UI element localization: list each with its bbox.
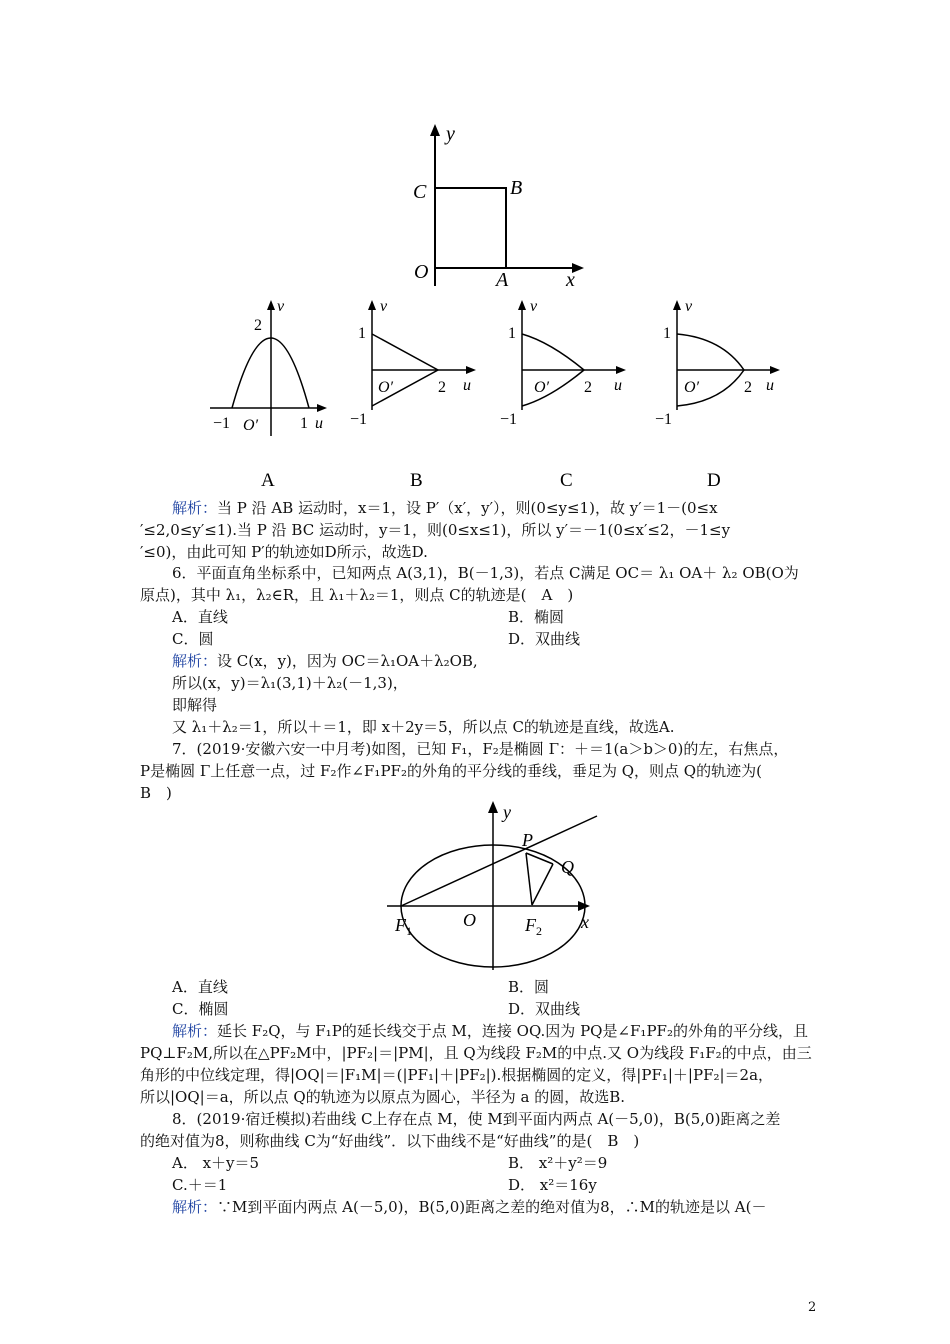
- q8-option-b: B． x²＋y²＝9: [508, 1154, 608, 1172]
- q8-analysis-line-1: 解析：∵M到平面内两点 A(－5,0)，B(5,0)距离之差的绝对值为8，∴M的轨迹是以 A(－: [172, 1198, 767, 1216]
- q6-stem-line-1: 6．平面直角坐标系中，已知两点 A(3,1)，B(－1,3)，若点 C满足 OC＝ λ₁ OA＋ λ₂ OB(O为: [172, 564, 799, 582]
- q7-analysis-line-2: PQ⊥F₂M,所以在△PF₂M中，|PF₂|＝|PM|，且 Q为线段 F₂M的中点.又 O为线段 F₁F₂的中点，由三: [140, 1044, 812, 1062]
- tick-left: −1: [213, 415, 231, 432]
- q7-option-b: B．圆: [508, 978, 550, 996]
- q7-stem-line-1: 7．(2019·安徽六安一中月考)如图，已知 F₁，F₂是椭圆 Γ：＋＝1(a＞b＞0)的左，右焦点，: [172, 740, 789, 758]
- origin: O′: [534, 379, 550, 396]
- square-figure: [400, 118, 590, 293]
- q7-option-d: D．双曲线: [508, 1000, 581, 1018]
- axis-v: v: [277, 298, 285, 315]
- option-graph-b: [350, 298, 485, 493]
- axis-u: u: [463, 377, 471, 394]
- label-Q: Q: [561, 857, 574, 877]
- option-graph-a: [205, 298, 335, 493]
- label-B: B: [510, 177, 523, 199]
- q5-analysis-line-1: 解析：当 P 沿 AB 运动时，x＝1，设 P′（x′，y′），则(0≤y≤1)，故 y′＝1－(0≤x: [172, 499, 718, 517]
- label-C: C: [413, 181, 427, 203]
- q8-stem-line-2: 的绝对值为8，则称曲线 C为“好曲线”．以下曲线不是“好曲线”的是( B ): [140, 1132, 640, 1150]
- axis-u: u: [766, 377, 774, 394]
- tick-right: 2: [584, 379, 592, 396]
- tick-right: 1: [300, 415, 308, 432]
- tick-top: 1: [508, 325, 516, 342]
- option-graph-c: [500, 298, 635, 493]
- q6-analysis-line-3: 即解得: [172, 696, 218, 714]
- page-number: 2: [808, 1300, 817, 1315]
- axis-v: v: [685, 298, 693, 315]
- label-A: A: [496, 269, 509, 291]
- origin: O′: [378, 379, 394, 396]
- q6-stem-line-2: 原点)，其中 λ₁，λ₂∈R，且 λ₁＋λ₂＝1，则点 C的轨迹是( A ): [140, 586, 574, 604]
- origin: O′: [684, 379, 700, 396]
- tick-top: 1: [358, 325, 366, 342]
- axis-u: u: [614, 377, 622, 394]
- q8-stem-line-1: 8．(2019·宿迁模拟)若曲线 C上存在点 M，使 M到平面内两点 A(－5,0)，B(5,0)距离之差: [172, 1110, 781, 1128]
- label-O: O: [463, 910, 476, 930]
- tick-bottom: −1: [350, 411, 368, 428]
- option-label: C: [560, 470, 573, 491]
- tick-right: 2: [744, 379, 752, 396]
- axis-v: v: [380, 298, 388, 315]
- q6-option-a: A．直线: [172, 608, 228, 626]
- label-P: P: [522, 830, 533, 850]
- label-F1: $F_1$: [395, 915, 412, 938]
- tick-top: 2: [254, 317, 262, 334]
- label-y: y: [446, 123, 455, 145]
- q7-analysis-line-4: 所以|OQ|＝a，所以点 Q的轨迹为以原点为圆心，半径为 a 的圆，故选B.: [140, 1088, 625, 1106]
- q8-option-a: A． x＋y＝5: [172, 1154, 260, 1172]
- option-graph-d: [652, 298, 787, 493]
- q6-analysis-line-2: 所以(x，y)＝λ₁(3,1)＋λ₂(－1,3)，: [172, 674, 408, 692]
- q7-analysis-line-1: 解析：延长 F₂Q，与 F₁P的延长线交于点 M，连接 OQ.因为 PQ是∠F₁PF₂的外角的平分线，且: [172, 1022, 808, 1040]
- option-label: B: [410, 470, 423, 491]
- label-x: x: [581, 912, 589, 932]
- q6-option-c: C．圆: [172, 630, 214, 648]
- option-label: A: [261, 470, 275, 491]
- q8-option-c: C.＋＝1: [172, 1176, 228, 1194]
- q7-stem-line-2: P是椭圆 Γ上任意一点，过 F₂作∠F₁PF₂的外角的平分线的垂线，垂足为 Q，则点 Q的轨迹为(: [140, 762, 762, 780]
- origin: O′: [243, 417, 259, 434]
- q7-analysis-line-3: 角形的中位线定理，得|OQ|＝|F₁M|＝(|PF₁|＋|PF₂|).根据椭圆的定义，得|PF₁|＋|PF₂|＝2a，: [140, 1066, 774, 1084]
- q7-option-a: A．直线: [172, 978, 228, 996]
- axis-u: u: [315, 415, 323, 432]
- axis-v: v: [530, 298, 538, 315]
- label-F2: $F_2$: [525, 915, 542, 938]
- q7-option-c: C．椭圆: [172, 1000, 229, 1018]
- q6-analysis-line-1: 解析：设 C(x，y)，因为 OC＝λ₁OA＋λ₂OB,: [172, 652, 478, 670]
- q6-option-b: B．椭圆: [508, 608, 565, 626]
- label-O: O: [414, 261, 429, 283]
- tick-right: 2: [438, 379, 446, 396]
- tick-top: 1: [663, 325, 671, 342]
- q5-analysis-line-3: ′≤0)，由此可知 P′的轨迹如D所示，故选D.: [140, 543, 428, 561]
- label-x: x: [566, 269, 575, 291]
- label-y: y: [503, 802, 511, 822]
- q6-option-d: D．双曲线: [508, 630, 581, 648]
- ellipse-figure: [385, 798, 600, 976]
- tick-bottom: −1: [500, 411, 518, 428]
- q7-stem-line-3: B ): [140, 784, 172, 802]
- option-label: D: [707, 470, 721, 491]
- q8-option-d: D． x²＝16y: [508, 1176, 597, 1194]
- tick-bottom: −1: [655, 411, 673, 428]
- q6-analysis-line-4: 又 λ₁＋λ₂＝1，所以＋＝1，即 x＋2y＝5，所以点 C的轨迹是直线，故选A.: [172, 718, 675, 736]
- q5-analysis-line-2: ′≤2,0≤y′≤1).当 P 沿 BC 运动时，y＝1，则(0≤x≤1)，所以 y′＝－1(0≤x′≤2，－1≤y: [140, 521, 731, 539]
